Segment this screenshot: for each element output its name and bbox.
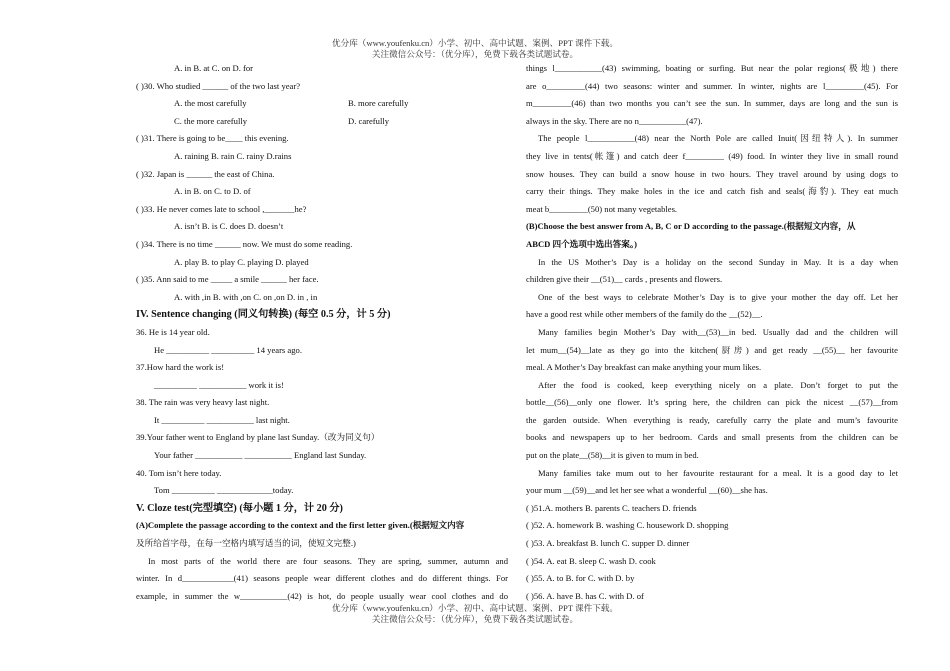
q34-options: A. play B. to play C. playing D. played xyxy=(174,256,309,267)
question-55: ( )55. A. to B. for C. with D. by xyxy=(526,573,635,584)
section-v-title: V. Cloze test(完型填空) (每小题 1 分，计 20 分) xyxy=(136,502,343,514)
q30-option-a: A. the most carefully xyxy=(174,98,247,109)
part-a-instruction-cn: 及所给首字母，在每一空格内填写适当的词，使短文完整.) xyxy=(136,538,356,549)
q32-options: A. in B. on C. to D. of xyxy=(174,186,251,197)
q38-answer: It __________ ___________ last night. xyxy=(154,414,290,425)
part-b-instruction: (B)Choose the best answer from A, B, C or D according to the passage.(根据短文内容，从 xyxy=(526,221,856,232)
page-footer xyxy=(0,603,950,624)
passage-a-line-11: carry their things. They make holes in the ice and catch fish and seals(海豹). They eat much xyxy=(526,186,898,197)
passage-b-line-13: Many families take mum out to her favourite restaurant for a meal. It is a good day to let xyxy=(538,467,898,478)
passage-a-line-12: meat b_________(50) not many vegetables. xyxy=(526,203,678,214)
passage-b-line-9: bottle__(56)__only one flower. It’s spring here, the children can pick the nicest __(57)__from xyxy=(526,397,898,408)
question-35: ( )35. Ann said to me _____ a smile ______ her face. xyxy=(136,274,319,285)
q37-answer: __________ ___________ work it is! xyxy=(154,379,284,390)
passage-a-line-9: they live in tents(帐篷) and catch deer f_________ (49) food. In winter they live in small round xyxy=(526,150,898,161)
question-39: 39.Your father went to England by plane last Sunday.（改为同义句） xyxy=(136,432,380,443)
question-36: 36. He is 14 year old. xyxy=(136,326,210,337)
question-56: ( )56. A. have B. has C. with D. of xyxy=(526,590,644,601)
q39-answer: Your father ___________ ___________ England last Sunday. xyxy=(154,450,367,461)
q30-option-b: B. more carefully xyxy=(348,98,409,109)
passage-b-line-1: In the US Mother’s Day is a holiday on the second Sunday in May. It is a day when xyxy=(538,256,898,267)
passage-b-line-3: One of the best ways to celebrate Mother’s Day is to give your mother the day off. Let her xyxy=(538,291,898,302)
passage-a-line-1: In most parts of the world there are four seasons. They are spring, summer, autumn and xyxy=(148,555,508,566)
passage-b-line-14: your mum __(59)__and let her see what a wonderful __(60)__she has. xyxy=(526,485,768,496)
q40-answer: Tom __________ _____________today. xyxy=(154,485,294,496)
passage-a-line-4: things l___________(43) swimming, boating or surfing. But near the polar regions(极地) there xyxy=(526,63,898,73)
footer-line-1: 优分库（www.youfenku.cn）小学、初中、高中试题、案例、PPT 课件下载。 xyxy=(332,603,618,613)
passage-a-line-2: winter. In d____________(41) seasons people wear different clothes and do different things. For xyxy=(136,573,508,584)
right-column xyxy=(526,60,898,605)
question-33: ( )33. He never comes late to school ,_______he? xyxy=(136,203,307,214)
q30-option-d: D. carefully xyxy=(348,115,390,126)
question-40: 40. Tom isn’t here today. xyxy=(136,467,222,478)
passage-b-line-4: have a good rest while other members of the family do the __(52)__. xyxy=(526,309,763,320)
question-53: ( )53. A. breakfast B. lunch C. supper D. dinner xyxy=(526,538,690,549)
question-54: ( )54. A. eat B. sleep C. wash D. cook xyxy=(526,555,656,566)
passage-a-line-7: always in the sky. There are no n___________(47). xyxy=(526,115,703,126)
question-32: ( )32. Japan is ______ the east of China. xyxy=(136,168,275,179)
passage-b-line-10: the garden outside. When everything is ready, carefully carry the plate and mum’s favourite xyxy=(526,414,898,425)
question-30: ( )30. Who studied ______ of the two last year? xyxy=(136,80,301,91)
footer-line-2: 关注微信公众号：（优分库），免费下载各类试题试卷。 xyxy=(371,613,579,624)
left-column xyxy=(136,60,508,605)
passage-b-line-5: Many families begin Mother’s Day with__(53)__in bed. Usually dad and the children will xyxy=(538,326,898,337)
question-51: ( )51.A. mothers B. parents C. teachers D. friends xyxy=(526,502,697,513)
passage-a-line-8: The people l___________(48) near the North Pole are called Inuit(因纽特人). In summer xyxy=(538,133,898,144)
passage-b-line-12: put on the plate__(58)__it is given to mum in bed. xyxy=(526,450,699,461)
question-34: ( )34. There is no time ______ now. We must do some reading. xyxy=(136,238,353,249)
page-header xyxy=(0,38,950,59)
passage-a-line-6: m_________(46) than two months you can’t see the sun. In summer, days are long and the sun is xyxy=(526,98,898,109)
q30-options-row-2 xyxy=(136,113,508,131)
q29-options: A. in B. at C. on D. for xyxy=(174,63,254,73)
passage-b-line-8: After the food is cooked, keep everything nicely on a plate. Don’t forget to put the xyxy=(538,379,898,390)
section-iv-title: IV. Sentence changing (同义句转换) (每空 0.5 分，计 5 分) xyxy=(136,309,391,321)
passage-a-line-10: snow houses. They can build a snow house in two hours. They travel around by using dogs to xyxy=(526,168,898,179)
passage-a-line-5: are o_________(44) two seasons: winter and summer. In winter, nights are l_________(45). For xyxy=(526,80,898,91)
question-31: ( )31. There is going to be____ this evening. xyxy=(136,133,289,144)
question-38: 38. The rain was very heavy last night. xyxy=(136,397,270,408)
passage-b-line-11: books and newspapers up to her bedroom. Cards and small presents from the children can be xyxy=(526,432,898,443)
q36-answer: He __________ __________ 14 years ago. xyxy=(154,344,302,355)
q30-option-c: C. the more carefully xyxy=(174,115,248,126)
question-52: ( )52. A. homework B. washing C. housework D. shopping xyxy=(526,520,729,531)
q33-options: A. isn’t B. is C. does D. doesn’t xyxy=(174,221,284,232)
q30-options-row-1 xyxy=(136,95,508,113)
q35-options: A. with ,in B. with ,on C. on ,on D. in , in xyxy=(174,291,318,302)
passage-b-line-6: let mum__(54)__late as they go into the kitchen(厨房) and get ready __(55)__ her favourite xyxy=(526,344,898,355)
passage-b-line-7: meal. A Mother’s Day breakfast can make anything your mum likes. xyxy=(526,362,762,373)
header-line-1: 优分库（www.youfenku.cn）小学、初中、高中试题、案例、PPT 课件下载。 xyxy=(332,38,618,48)
header-line-2: 关注微信公众号：（优分库），免费下载各类试题试卷。 xyxy=(371,48,579,59)
q31-options: A. raining B. rain C. rainy D.rains xyxy=(174,150,292,161)
passage-a-line-3: example, in summer the w___________(42) is hot, do people usually wear cool clothes and do xyxy=(136,590,508,601)
part-a-instruction: (A)Complete the passage according to the context and the first letter given.(根据短文内容 xyxy=(136,520,465,531)
passage-b-line-2: children give their __(51)__ cards , presents and flowers. xyxy=(526,274,723,285)
question-37: 37.How hard the work is! xyxy=(136,362,225,373)
part-b-instruction-cn: ABCD 四个选项中选出答案。) xyxy=(526,238,637,249)
